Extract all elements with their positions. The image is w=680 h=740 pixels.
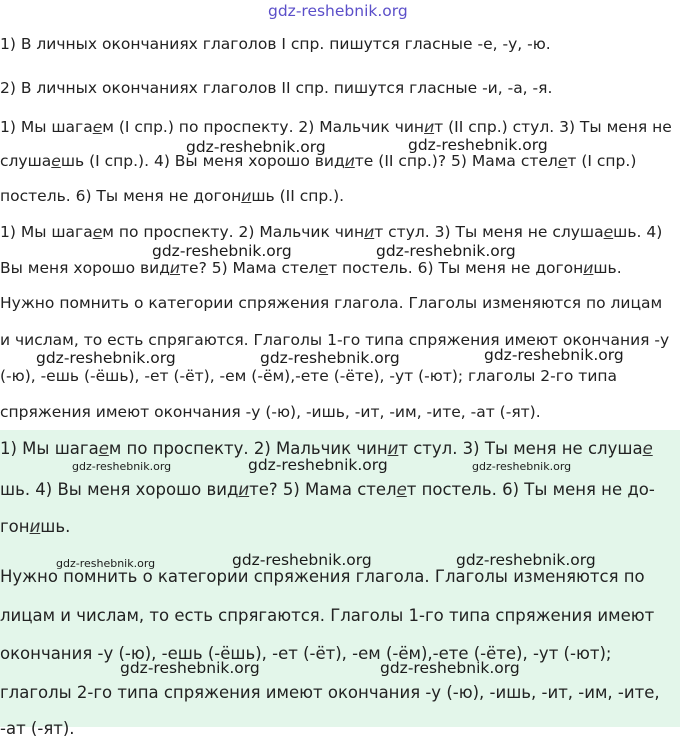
- watermark: gdz-reshebnik.org: [380, 659, 520, 677]
- rule-note: Нужно помнить о категории спряжения глагола. Глаголы изменяются по лицам: [0, 294, 663, 312]
- watermark: gdz-reshebnik.org: [120, 659, 260, 677]
- watermark: gdz-reshebnik.org: [248, 456, 388, 474]
- watermark: gdz-reshebnik.org: [260, 349, 400, 367]
- watermark: gdz-reshebnik.org: [56, 557, 156, 570]
- example-line: постель. 6) Ты меня не догонишь (II спр.).: [0, 187, 345, 205]
- rule-first-conjugation: 1) В личных окончаниях глаголов I спр. пишутся гласные -е, -у, -ю.: [0, 35, 551, 53]
- watermark: gdz-reshebnik.org: [186, 138, 326, 156]
- watermark: gdz-reshebnik.org: [484, 346, 624, 364]
- watermark: gdz-reshebnik.org: [456, 551, 596, 569]
- rule-note: и числам, то есть спрягаются. Глаголы 1-го типа спряжения имеют окончания -у: [0, 331, 670, 349]
- watermark: gdz-reshebnik.org: [232, 551, 372, 569]
- rule-second-conjugation: 2) В личных окончаниях глаголов II спр. пишутся гласные -и, -а, -я.: [0, 79, 553, 97]
- example-line: 1) Мы шагаем по проспекту. 2) Мальчик чинит стул. 3) Ты меня не слушае: [0, 439, 653, 458]
- rule-note: (-ю), -ешь (-ёшь), -ет (-ёт), -ем (-ём),-ете (-ёте), -ут (-ют); глаголы 2-го типа: [0, 367, 618, 385]
- watermark: gdz-reshebnik.org: [72, 460, 172, 473]
- example-line: 1) Мы шагаем по проспекту. 2) Мальчик чинит стул. 3) Ты меня не слушаешь. 4): [0, 223, 663, 241]
- rule-note: -ат (-ят).: [0, 719, 75, 738]
- rule-note: глаголы 2-го типа спряжения имеют окончания -у (-ю), -ишь, -ит, -им, -ите,: [0, 683, 660, 702]
- rule-note: окончания -у (-ю), -ешь (-ёшь), -ет (-ёт), -ем (-ём),-ете (-ёте), -ут (-ют);: [0, 644, 612, 663]
- example-line: слушаешь (I спр.). 4) Вы меня хорошо видите (II спр.)? 5) Мама стелет (I спр.): [0, 152, 637, 170]
- watermark: gdz-reshebnik.org: [36, 349, 176, 367]
- watermark: gdz-reshebnik.org: [408, 136, 548, 154]
- example-line: 1) Мы шагаем (I спр.) по проспекту. 2) Мальчик чинит (II спр.) стул. 3) Ты меня не: [0, 118, 672, 136]
- rule-note: спряжения имеют окончания -у (-ю), -ишь, -ит, -им, -ите, -ат (-ят).: [0, 403, 541, 421]
- watermark: gdz-reshebnik.org: [376, 242, 516, 260]
- site-watermark-header[interactable]: gdz-reshebnik.org: [268, 2, 408, 20]
- example-line: Вы меня хорошо видите? 5) Мама стелет постель. 6) Ты меня не догонишь.: [0, 259, 622, 277]
- example-line: шь. 4) Вы меня хорошо видите? 5) Мама стелет постель. 6) Ты меня не до-: [0, 480, 655, 499]
- rule-note: лицам и числам, то есть спрягаются. Глаголы 1-го типа спряжения имеют: [0, 606, 655, 625]
- watermark: gdz-reshebnik.org: [472, 460, 572, 473]
- watermark: gdz-reshebnik.org: [152, 242, 292, 260]
- rule-note: Нужно помнить о категории спряжения глагола. Глаголы изменяются по: [0, 567, 645, 586]
- example-line: гонишь.: [0, 517, 71, 536]
